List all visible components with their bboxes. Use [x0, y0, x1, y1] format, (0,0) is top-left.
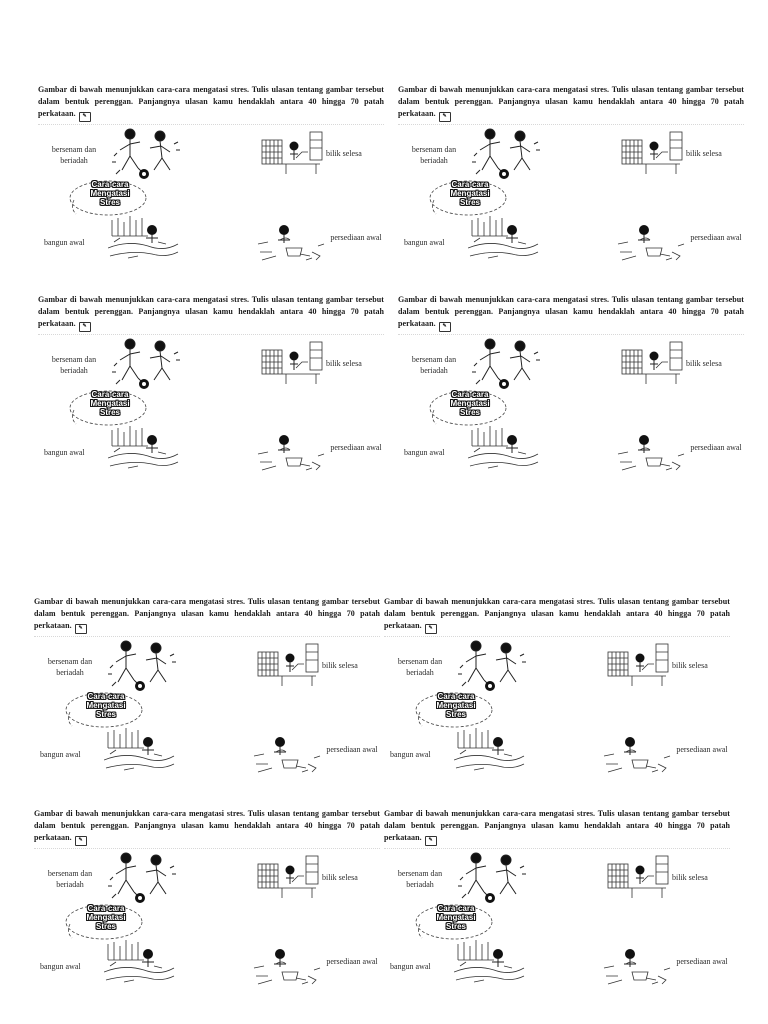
label-room: bilik selesa [686, 149, 722, 158]
child-waking-icon [454, 936, 526, 986]
label-preparation: persediaan awal [676, 745, 728, 754]
pencil-badge-icon: ✎ [79, 322, 91, 332]
label-exercise: bersenam dan beriadah [397, 657, 443, 677]
child-waking-icon [104, 724, 176, 774]
label-room: bilik selesa [686, 359, 722, 368]
center-title [82, 390, 138, 417]
children-football-icon [470, 336, 548, 392]
instruction-text [398, 294, 744, 332]
label-wake-early: bangun awal [44, 238, 85, 247]
children-football-icon [106, 638, 184, 694]
label-wake-early: bangun awal [404, 238, 445, 247]
center-title-line1: Cara-cara [451, 390, 489, 399]
instruction-body: Gambar di bawah menunjukkan cara-cara mengatasi stres. Tulis ulasan tentang gambar tersebut dalam bentuk perenggan. Panjangnya ulasan kamu hendaklah antara 40 hingga 70 patah perkataan. [384, 597, 730, 630]
study-room-icon [606, 642, 672, 688]
instruction-text [34, 808, 380, 846]
center-title-line1: Cara-cara [87, 692, 125, 701]
study-room-icon [620, 130, 686, 176]
label-room: bilik selesa [322, 661, 358, 670]
child-waking-icon [108, 212, 180, 262]
children-football-icon [470, 126, 548, 182]
child-preparation-icon [252, 942, 324, 988]
worksheet-card-8 [384, 808, 730, 1008]
instruction-body: Gambar di bawah menunjukkan cara-cara mengatasi stres. Tulis ulasan tentang gambar tersebut dalam bentuk perenggan. Panjangnya ulasan kamu hendaklah antara 40 hingga 70 patah perkataan. [38, 85, 384, 118]
center-title-line2: Mengatasi [436, 701, 476, 710]
instruction-text [38, 84, 384, 122]
label-room: bilik selesa [672, 661, 708, 670]
center-title [428, 692, 484, 719]
divider [34, 636, 380, 637]
study-room-icon [606, 854, 672, 900]
pencil-badge-icon: ✎ [439, 322, 451, 332]
instruction-body: Gambar di bawah menunjukkan cara-cara mengatasi stres. Tulis ulasan tentang gambar tersebut dalam bentuk perenggan. Panjangnya ulasan kamu hendaklah antara 40 hingga 70 patah perkataan. [34, 809, 380, 842]
children-football-icon [106, 850, 184, 906]
study-room-icon [256, 854, 322, 900]
divider [384, 636, 730, 637]
center-title-line1: Cara-cara [437, 692, 475, 701]
worksheet-card-1 [38, 84, 384, 284]
label-exercise: bersenam dan beriadah [411, 355, 457, 375]
label-wake-early: bangun awal [404, 448, 445, 457]
label-room: bilik selesa [326, 149, 362, 158]
child-preparation-icon [602, 730, 674, 776]
center-title-line3: Stres [459, 198, 480, 207]
children-football-icon [456, 638, 534, 694]
label-preparation: persediaan awal [330, 443, 382, 452]
pencil-badge-icon: ✎ [75, 836, 87, 846]
pencil-badge-icon: ✎ [439, 112, 451, 122]
center-title-line3: Stres [95, 922, 116, 931]
center-title-line3: Stres [99, 198, 120, 207]
center-title-line1: Cara-cara [91, 390, 129, 399]
center-title-line1: Cara-cara [451, 180, 489, 189]
child-preparation-icon [616, 218, 688, 264]
divider [38, 334, 384, 335]
study-room-icon [260, 340, 326, 386]
instruction-body: Gambar di bawah menunjukkan cara-cara mengatasi stres. Tulis ulasan tentang gambar tersebut dalam bentuk perenggan. Panjangnya ulasan kamu hendaklah antara 40 hingga 70 patah perkataan. [384, 809, 730, 842]
label-preparation: persediaan awal [690, 443, 742, 452]
worksheet-card-7 [34, 808, 380, 1008]
label-preparation: persediaan awal [330, 233, 382, 242]
child-waking-icon [454, 724, 526, 774]
center-title-line3: Stres [445, 922, 466, 931]
center-title-line2: Mengatasi [86, 701, 126, 710]
divider [34, 848, 380, 849]
children-football-icon [456, 850, 534, 906]
pencil-badge-icon: ✎ [75, 624, 87, 634]
center-title [78, 692, 134, 719]
pencil-badge-icon: ✎ [425, 624, 437, 634]
worksheet-card-2 [398, 84, 744, 284]
study-room-icon [620, 340, 686, 386]
child-preparation-icon [616, 428, 688, 474]
label-wake-early: bangun awal [40, 750, 81, 759]
instruction-body: Gambar di bawah menunjukkan cara-cara mengatasi stres. Tulis ulasan tentang gambar tersebut dalam bentuk perenggan. Panjangnya ulasan kamu hendaklah antara 40 hingga 70 patah perkataan. [34, 597, 380, 630]
child-preparation-icon [256, 428, 328, 474]
label-exercise: bersenam dan beriadah [51, 355, 97, 375]
divider [38, 124, 384, 125]
center-title-line1: Cara-cara [87, 904, 125, 913]
pencil-badge-icon: ✎ [79, 112, 91, 122]
instruction-body: Gambar di bawah menunjukkan cara-cara mengatasi stres. Tulis ulasan tentang gambar tersebut dalam bentuk perenggan. Panjangnya ulasan kamu hendaklah antara 40 hingga 70 patah perkataan. [38, 295, 384, 328]
child-preparation-icon [252, 730, 324, 776]
child-waking-icon [108, 422, 180, 472]
label-preparation: persediaan awal [690, 233, 742, 242]
child-preparation-icon [602, 942, 674, 988]
worksheet-card-3 [38, 294, 384, 494]
label-room: bilik selesa [322, 873, 358, 882]
study-room-icon [260, 130, 326, 176]
child-waking-icon [104, 936, 176, 986]
label-preparation: persediaan awal [326, 957, 378, 966]
instruction-text [398, 84, 744, 122]
instruction-text [34, 596, 380, 634]
label-exercise: bersenam dan beriadah [411, 145, 457, 165]
center-title-line2: Mengatasi [86, 913, 126, 922]
worksheet-card-5 [34, 596, 380, 796]
label-wake-early: bangun awal [44, 448, 85, 457]
label-room: bilik selesa [672, 873, 708, 882]
instruction-body: Gambar di bawah menunjukkan cara-cara mengatasi stres. Tulis ulasan tentang gambar tersebut dalam bentuk perenggan. Panjangnya ulasan kamu hendaklah antara 40 hingga 70 patah perkataan. [398, 85, 744, 118]
label-exercise: bersenam dan beriadah [47, 869, 93, 889]
center-title-line1: Cara-cara [91, 180, 129, 189]
label-wake-early: bangun awal [390, 962, 431, 971]
child-waking-icon [468, 212, 540, 262]
child-preparation-icon [256, 218, 328, 264]
center-title-line3: Stres [445, 710, 466, 719]
center-title-line1: Cara-cara [437, 904, 475, 913]
label-room: bilik selesa [326, 359, 362, 368]
instruction-text [384, 596, 730, 634]
instruction-text [384, 808, 730, 846]
center-title-line3: Stres [95, 710, 116, 719]
child-waking-icon [468, 422, 540, 472]
center-title [442, 180, 498, 207]
pencil-badge-icon: ✎ [425, 836, 437, 846]
divider [398, 334, 744, 335]
worksheet-card-6 [384, 596, 730, 796]
label-preparation: persediaan awal [676, 957, 728, 966]
center-title-line2: Mengatasi [436, 913, 476, 922]
label-exercise: bersenam dan beriadah [47, 657, 93, 677]
center-title [78, 904, 134, 931]
center-title-line3: Stres [459, 408, 480, 417]
label-exercise: bersenam dan beriadah [51, 145, 97, 165]
children-football-icon [110, 126, 188, 182]
label-exercise: bersenam dan beriadah [397, 869, 443, 889]
children-football-icon [110, 336, 188, 392]
center-title-line3: Stres [99, 408, 120, 417]
center-title [442, 390, 498, 417]
center-title [82, 180, 138, 207]
center-title-line2: Mengatasi [450, 399, 490, 408]
divider [398, 124, 744, 125]
center-title-line2: Mengatasi [450, 189, 490, 198]
label-preparation: persediaan awal [326, 745, 378, 754]
instruction-text [38, 294, 384, 332]
worksheet-card-4 [398, 294, 744, 494]
divider [384, 848, 730, 849]
center-title [428, 904, 484, 931]
instruction-body: Gambar di bawah menunjukkan cara-cara mengatasi stres. Tulis ulasan tentang gambar tersebut dalam bentuk perenggan. Panjangnya ulasan kamu hendaklah antara 40 hingga 70 patah perkataan. [398, 295, 744, 328]
label-wake-early: bangun awal [40, 962, 81, 971]
center-title-line2: Mengatasi [90, 189, 130, 198]
study-room-icon [256, 642, 322, 688]
center-title-line2: Mengatasi [90, 399, 130, 408]
label-wake-early: bangun awal [390, 750, 431, 759]
